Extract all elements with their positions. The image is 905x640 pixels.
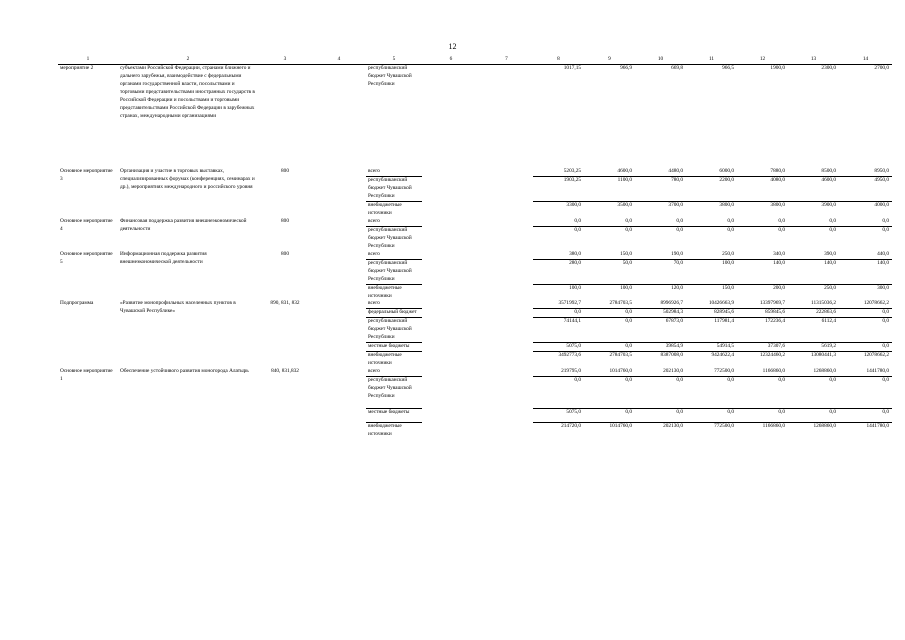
value-cell: 8500,0 [821, 168, 836, 175]
empty-cell [480, 259, 533, 284]
value-cell: 12078662,2 [863, 300, 889, 307]
value-cell: 0,0 [584, 318, 635, 343]
value-cell: 3492773,6 [533, 352, 584, 368]
budget-code: 800 [281, 218, 289, 225]
value-cell: 0,0 [635, 376, 686, 408]
empty-cell [312, 251, 366, 301]
value-cell: 1903,25 [533, 177, 584, 202]
value-cell: 0,0 [727, 218, 734, 225]
funding-source: местные бюджеты [366, 408, 422, 422]
empty-cell [422, 227, 480, 251]
value-cell: 1166860,0 [762, 367, 785, 374]
value-cell: 780,0 [635, 177, 686, 202]
budget-code: 800 [281, 168, 289, 175]
empty-cell [480, 343, 533, 352]
empty-cell [422, 218, 480, 226]
value-cell: 6000,0 [719, 168, 734, 175]
empty-cell [422, 251, 480, 259]
funding-source: внебюджетные источники [366, 202, 422, 218]
value-cell: 3571992,7 [558, 300, 581, 307]
empty-cell [480, 376, 533, 408]
empty-cell [422, 64, 480, 168]
value-cell: 772500,0 [686, 422, 737, 438]
value-cell: 140,0 [737, 259, 788, 284]
event-name: Основное мероприятие 5 [60, 250, 113, 265]
value-cell: 13080441,3 [788, 352, 839, 368]
value-cell: 380,0 [569, 250, 581, 257]
value-cell: 3500,0 [584, 202, 635, 218]
value-cell: 966,9 [620, 64, 632, 71]
value-cell: 0,0 [635, 227, 686, 251]
empty-cell [480, 318, 533, 343]
value-cell: 100,0 [584, 284, 635, 300]
value-cell: 54914,5 [686, 343, 737, 352]
value-cell: 12078662,2 [839, 352, 892, 368]
event-name: Основное мероприятие 3 [60, 168, 113, 183]
value-cell: 0,0 [788, 408, 839, 422]
value-cell: 3700,0 [635, 202, 686, 218]
empty-cell [480, 251, 533, 259]
value-cell: 8950,0 [874, 168, 889, 175]
empty-cell [480, 422, 533, 438]
value-cell: 214720,0 [533, 422, 584, 438]
value-cell: 5619,2 [788, 343, 839, 352]
value-cell: 390,0 [824, 250, 836, 257]
event-description: Обеспечение устойчивого развития моногорода Алатырь [120, 367, 249, 374]
header-cell: 6 [422, 56, 480, 64]
value-cell: 280,0 [533, 259, 584, 284]
header-row [58, 56, 892, 64]
table-row [58, 168, 892, 176]
value-cell: 966,5 [722, 64, 734, 71]
header-cell: 1 [58, 56, 118, 64]
empty-cell [480, 300, 533, 308]
header-cell: 7 [480, 56, 533, 64]
header-cell: 12 [737, 56, 788, 64]
value-cell: 0,0 [686, 227, 737, 251]
value-cell: 4480,0 [668, 168, 683, 175]
value-cell: 1100,0 [584, 177, 635, 202]
table-row [58, 64, 892, 168]
value-cell: 1900,0 [770, 64, 785, 71]
value-cell: 6112,4 [788, 318, 839, 343]
empty-cell [480, 64, 533, 168]
header-cell: 13 [788, 56, 839, 64]
value-cell: 1014760,0 [609, 367, 632, 374]
value-cell: 0,0 [829, 218, 836, 225]
value-cell: 140,0 [788, 259, 839, 284]
value-cell: 2784703,5 [609, 300, 632, 307]
header-cell: 8 [533, 56, 584, 64]
empty-cell [480, 227, 533, 251]
value-cell: 190,0 [671, 250, 683, 257]
value-cell: 772500,0 [714, 367, 734, 374]
value-cell: 300,0 [839, 284, 892, 300]
value-cell: 50,0 [584, 259, 635, 284]
budget-code: 800 [281, 250, 289, 257]
empty-cell [312, 218, 366, 251]
funding-source: всего [368, 218, 380, 225]
empty-cell [480, 177, 533, 202]
value-cell: 5203,25 [563, 168, 581, 175]
funding-source: республиканский бюджет Чувашской Республики [366, 376, 422, 408]
value-cell: 0,0 [737, 227, 788, 251]
value-cell: 2784703,5 [584, 352, 635, 368]
header-cell: 14 [839, 56, 892, 64]
page-number: 12 [448, 42, 457, 51]
header-cell: 3 [258, 56, 312, 64]
empty-cell [480, 352, 533, 368]
event-description: Информационная поддержка развития внешнеэкономической деятельности [120, 250, 207, 265]
value-cell: 39854,9 [635, 343, 686, 352]
value-cell: 3900,0 [788, 202, 839, 218]
funding-source: республиканский бюджет Чувашской Республики [366, 227, 422, 251]
empty-cell [422, 300, 480, 308]
empty-cell [480, 218, 533, 226]
funding-source: всего [368, 250, 380, 257]
empty-cell [480, 168, 533, 176]
value-cell: 250,0 [788, 284, 839, 300]
header-cell: 9 [584, 56, 635, 64]
value-cell: 0,0 [635, 408, 686, 422]
empty-cell [422, 368, 480, 376]
empty-cell [480, 408, 533, 422]
value-cell: 5075,0 [533, 343, 584, 352]
empty-cell [312, 368, 366, 439]
value-cell: 150,0 [686, 284, 737, 300]
empty-cell [312, 64, 366, 168]
value-cell: 37307,6 [737, 343, 788, 352]
value-cell: 340,0 [773, 250, 785, 257]
value-cell: 828945,6 [686, 309, 737, 318]
value-cell: 0,0 [788, 227, 839, 251]
value-cell: 3300,0 [533, 202, 584, 218]
funding-source: местные бюджеты [366, 343, 422, 352]
value-cell: 0,0 [584, 376, 635, 408]
value-cell: 11315036,2 [811, 300, 836, 307]
value-cell: 669,8 [671, 64, 683, 71]
empty-cell [422, 202, 480, 218]
funding-source: республиканский бюджет Чувашской Республики [366, 259, 422, 284]
value-cell: 0,0 [839, 227, 892, 251]
event-description: субъектами Российской Федерации, странами ближнего и дальнего зарубежья, взаимодействие с федеральными органами государственной власти, посольствами и торговыми представительствами иностранных государств в Российской Федерации и посольствами и торговыми представительствами Российской Федерации в зарубежных странах, международными организациями [120, 64, 255, 119]
funding-source: республиканский бюджет Чувашской Республики [368, 64, 412, 87]
value-cell: 0,0 [839, 408, 892, 422]
table-row [58, 251, 892, 259]
value-cell: 222863,6 [788, 309, 839, 318]
value-cell: 4600,0 [788, 177, 839, 202]
value-cell: 8996926,7 [660, 300, 683, 307]
header-cell: 2 [118, 56, 258, 64]
value-cell: 4000,0 [839, 202, 892, 218]
empty-cell [480, 309, 533, 318]
value-cell: 202130,0 [663, 367, 683, 374]
table-row [58, 218, 892, 226]
value-cell: 150,0 [620, 250, 632, 257]
value-cell: 12324460,2 [737, 352, 788, 368]
value-cell: 502984,3 [635, 309, 686, 318]
funding-source: республиканский бюджет Чувашской Республики [366, 318, 422, 343]
value-cell: 202130,0 [635, 422, 686, 438]
empty-cell [422, 422, 480, 438]
value-cell: 1017,15 [563, 64, 581, 71]
event-name: Основное мероприятие 4 [60, 218, 113, 232]
value-cell: 0,0 [686, 408, 737, 422]
value-cell: 0,0 [737, 408, 788, 422]
header-cell: 10 [635, 56, 686, 64]
empty-cell [312, 300, 366, 368]
empty-cell [422, 343, 480, 352]
funding-source: всего [368, 168, 380, 175]
value-cell: 200,0 [737, 284, 788, 300]
funding-source: всего [368, 367, 380, 374]
value-cell: 250,0 [722, 250, 734, 257]
empty-cell [480, 368, 533, 376]
value-cell: 0,0 [584, 343, 635, 352]
budget-code: 890, 831, 832 [270, 300, 300, 307]
value-cell: 13397969,7 [759, 300, 785, 307]
value-cell: 7880,0 [770, 168, 785, 175]
budget-code [258, 64, 312, 168]
value-cell: 0,0 [882, 218, 889, 225]
event-name: мероприятие 2 [60, 64, 94, 71]
value-cell: 2700,0 [874, 64, 889, 71]
value-cell: 70,0 [635, 259, 686, 284]
value-cell: 0,0 [788, 376, 839, 408]
value-cell: 859845,6 [737, 309, 788, 318]
value-cell: 0,0 [839, 309, 892, 318]
empty-cell [312, 168, 366, 218]
empty-cell [422, 408, 480, 422]
value-cell: 0,0 [533, 376, 584, 408]
header-cell: 4 [312, 56, 366, 64]
empty-cell [480, 284, 533, 300]
value-cell: 120,0 [635, 284, 686, 300]
value-cell: 0,0 [737, 376, 788, 408]
value-cell: 172236,4 [737, 318, 788, 343]
funding-source: внебюджетные источники [366, 352, 422, 368]
value-cell: 1441780,0 [839, 422, 892, 438]
value-cell: 74144,1 [533, 318, 584, 343]
event-description: «Развитие монопрофильных населенных пунктов в Чувашской Республике» [120, 300, 236, 315]
value-cell: 8387008,0 [635, 352, 686, 368]
empty-cell [422, 177, 480, 202]
table-row [58, 300, 892, 308]
value-cell: 0,0 [778, 218, 785, 225]
funding-source: внебюджетные источники [366, 284, 422, 300]
value-cell: 0,0 [584, 408, 635, 422]
empty-cell [422, 376, 480, 408]
value-cell: 2300,0 [821, 64, 836, 71]
value-cell: 0,0 [676, 218, 683, 225]
value-cell: 219795,0 [561, 367, 581, 374]
header-cell: 5 [366, 56, 422, 64]
value-cell: 117981,4 [686, 318, 737, 343]
value-cell: 0,0 [533, 309, 584, 318]
funding-source: всего [368, 300, 380, 307]
value-cell: 10426663,9 [708, 300, 734, 307]
value-cell: 1166860,0 [737, 422, 788, 438]
table-row [58, 368, 892, 376]
value-cell: 100,0 [533, 284, 584, 300]
value-cell: 4950,0 [839, 177, 892, 202]
value-cell: 5075,0 [533, 408, 584, 422]
empty-cell [422, 318, 480, 343]
empty-cell [422, 309, 480, 318]
header-cell: 11 [686, 56, 737, 64]
empty-cell [422, 352, 480, 368]
budget-table [58, 56, 892, 439]
value-cell: 0,0 [625, 218, 632, 225]
value-cell: 0,0 [584, 227, 635, 251]
value-cell: 140,0 [839, 259, 892, 284]
event-description: Организация и участие в торговых выставках, специализированных форумах (конференциях, семинарах и др.), мероприятиях международного и российского уровня [120, 168, 255, 191]
funding-source: республиканский бюджет Чувашской Республики [366, 177, 422, 202]
value-cell: 100,0 [686, 259, 737, 284]
value-cell: 4080,0 [737, 177, 788, 202]
value-cell: 0,0 [584, 309, 635, 318]
value-cell: 0,0 [839, 318, 892, 343]
value-cell: 1441780,0 [866, 367, 889, 374]
event-name: Подпрограмма [60, 300, 94, 307]
table-body [58, 56, 892, 439]
value-cell: 9424622,4 [686, 352, 737, 368]
event-name: Основное мероприятие 1 [60, 367, 113, 382]
value-cell: 1014760,0 [584, 422, 635, 438]
value-cell: 67873,0 [635, 318, 686, 343]
value-cell: 4600,0 [617, 168, 632, 175]
value-cell: 0,0 [839, 376, 892, 408]
value-cell: 440,0 [877, 250, 889, 257]
value-cell: 0,0 [686, 376, 737, 408]
empty-cell [422, 259, 480, 284]
value-cell: 1268860,0 [813, 367, 836, 374]
empty-cell [422, 284, 480, 300]
value-cell: 2200,0 [686, 177, 737, 202]
funding-source: внебюджетные источники [366, 422, 422, 438]
value-cell: 3800,0 [737, 202, 788, 218]
budget-code: 840, 831,832 [271, 367, 299, 374]
event-description: Финансовая поддержка развития внешнеэкономической деятельности [120, 218, 247, 232]
value-cell: 0,0 [839, 343, 892, 352]
value-cell: 0,0 [574, 218, 581, 225]
empty-cell [480, 202, 533, 218]
value-cell: 1268860,0 [788, 422, 839, 438]
value-cell: 0,0 [533, 227, 584, 251]
empty-cell [422, 168, 480, 176]
value-cell: 3800,0 [686, 202, 737, 218]
funding-source: федеральный бюджет [366, 309, 422, 318]
